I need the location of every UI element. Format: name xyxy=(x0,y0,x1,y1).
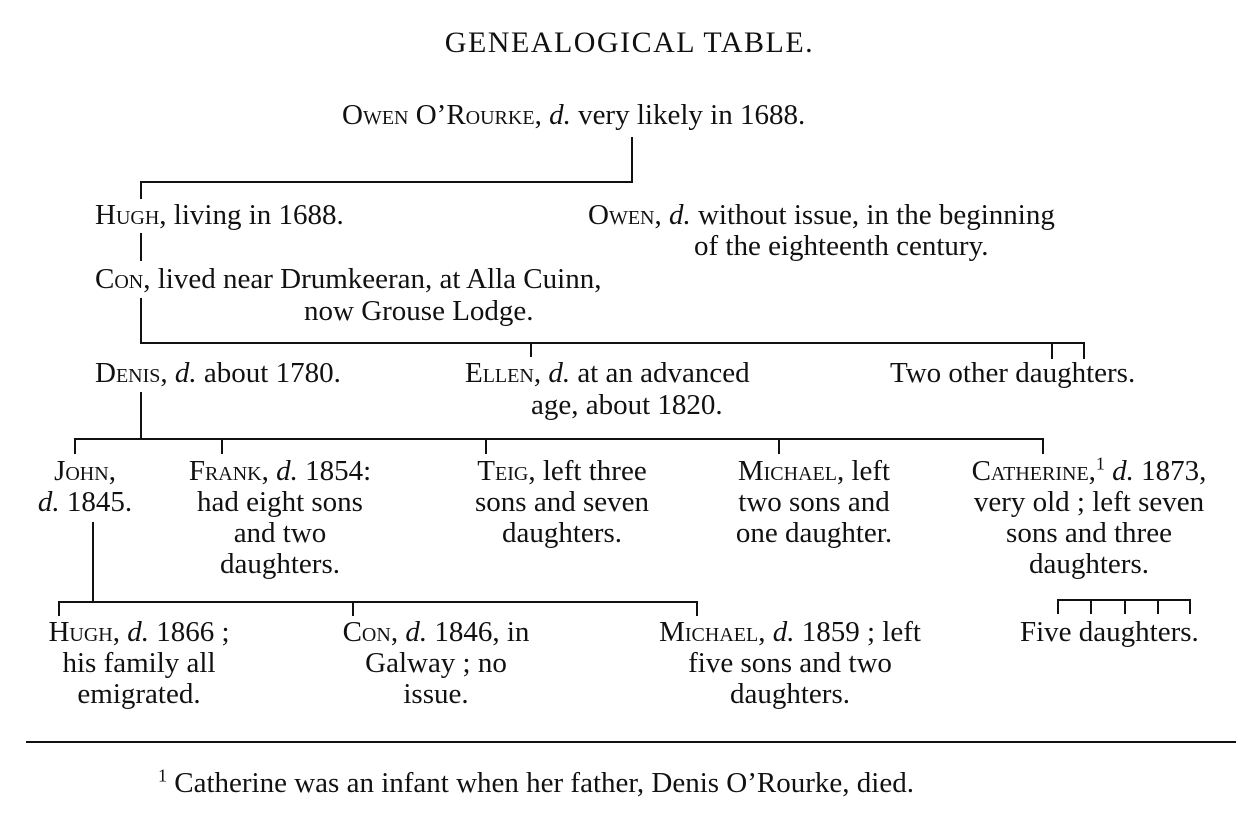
tree-line xyxy=(140,392,142,439)
footnote-marker: 1 xyxy=(1095,453,1105,474)
tree-line xyxy=(1189,599,1191,614)
tree-line xyxy=(1057,599,1059,614)
person-john: John, d. 1845. xyxy=(37,455,133,518)
tree-line xyxy=(352,601,354,616)
person-michael: Michael, left two sons and one daughter. xyxy=(735,455,893,549)
person-name: Owen O’Rourke xyxy=(342,99,535,131)
person-con-line2: now Grouse Lodge. xyxy=(304,295,534,327)
tree-line xyxy=(58,601,698,603)
footnote-divider xyxy=(26,741,1236,743)
five-daughters: Five daughters. xyxy=(1020,616,1199,648)
person-ellen-line2: age, about 1820. xyxy=(531,389,723,421)
person-denis: Denis, d. about 1780. xyxy=(95,357,341,389)
tree-line xyxy=(58,601,60,616)
tree-line xyxy=(1124,599,1126,614)
tree-line xyxy=(696,601,698,616)
person-michael-grandson: Michael, d. 1859 ; left five sons and two daughters. xyxy=(659,616,921,710)
tree-line xyxy=(530,342,532,357)
person-con: Con, lived near Drumkeeran, at Alla Cuinn, xyxy=(95,263,602,295)
person-catherine: Catherine,$^1$ d. 1873, very old ; left seven sons and three daughters. xyxy=(971,453,1207,580)
person-owen-line2: of the eighteenth century. xyxy=(694,230,989,262)
tree-line xyxy=(1090,599,1092,614)
tree-line xyxy=(1042,438,1044,454)
tree-line xyxy=(74,438,1044,440)
two-other-daughters: Two other daughters. xyxy=(890,357,1136,389)
person-hugh-grandson: Hugh, d. 1866 ; his family all emigrated. xyxy=(48,616,230,710)
tree-line xyxy=(140,181,633,183)
person-owen: Owen, d. without issue, in the beginning xyxy=(588,199,1055,231)
tree-line xyxy=(74,438,76,454)
person-ellen: Ellen, d. at an advanced xyxy=(465,357,750,389)
page-title: GENEALOGICAL TABLE. xyxy=(444,26,815,59)
person-hugh: Hugh, living in 1688. xyxy=(95,199,344,231)
person-teig: Teig, left three sons and seven daughters. xyxy=(475,455,649,549)
tree-line xyxy=(92,522,94,602)
footnote: $^1$ Catherine was an infant when her father, Denis O’Rourke, died. xyxy=(158,765,914,799)
tree-line xyxy=(778,438,780,454)
tree-line xyxy=(140,181,142,199)
footnote-marker: 1 xyxy=(158,765,167,786)
tree-line xyxy=(485,438,487,454)
person-con-grandson: Con, d. 1846, in Galway ; no issue. xyxy=(342,616,530,710)
tree-line xyxy=(140,298,142,343)
tree-line xyxy=(140,233,142,261)
tree-line xyxy=(140,342,1085,344)
person-frank: Frank, d. 1854: had eight sons and two daughters. xyxy=(188,455,372,580)
person-owen-orourke-senior: Owen O’Rourke, d. very likely in 1688. xyxy=(342,99,806,131)
tree-line xyxy=(221,438,223,454)
tree-line xyxy=(1157,599,1159,614)
tree-line xyxy=(631,137,633,182)
